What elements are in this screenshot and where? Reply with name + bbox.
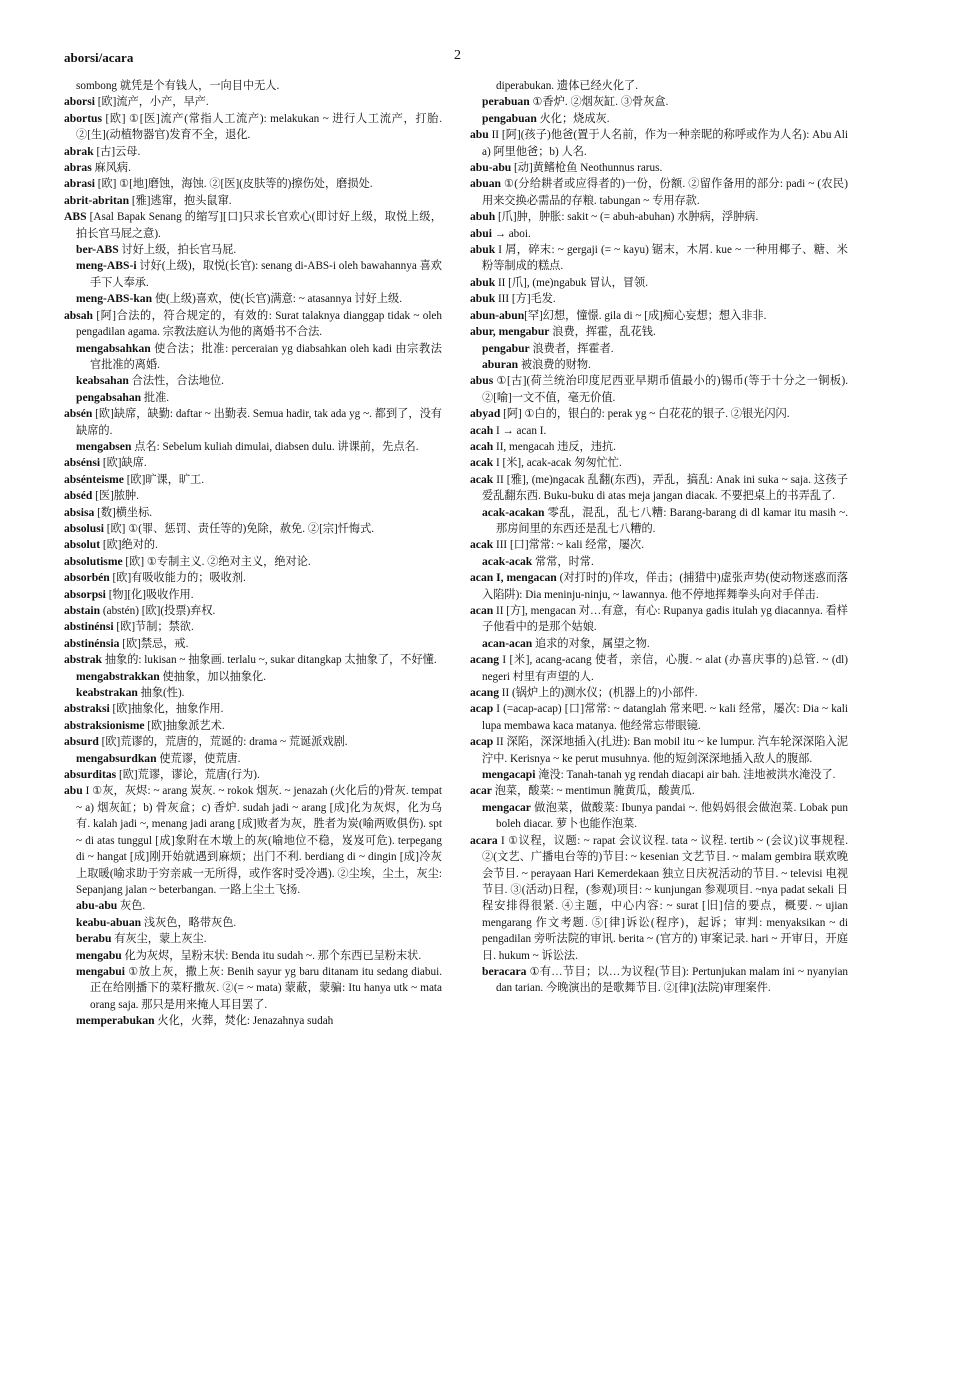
definition: 讨好上级，拍长官马屁. — [118, 244, 237, 257]
definition: III [方]毛发. — [495, 293, 556, 306]
dictionary-entry — [470, 423, 848, 439]
dictionary-entry — [470, 701, 848, 734]
definition: [欧]流产，小产，早产. — [94, 96, 209, 109]
definition: 批准. — [141, 391, 170, 404]
definition: 泡菜，酸菜: ~ mentimun 腌黄瓜，酸黄瓜. — [491, 785, 695, 798]
definition: [医]脓肿. — [92, 490, 139, 503]
dictionary-entry — [470, 734, 848, 767]
definition: [欧]荒谬的，荒唐的，荒诞的: drama ~ 荒诞派戏剧. — [98, 736, 348, 749]
definition: 常常，时常. — [532, 555, 594, 568]
dictionary-entry — [64, 701, 442, 717]
dictionary-entry — [64, 570, 442, 586]
dictionary-subentry — [470, 800, 848, 833]
headword: mengacar — [482, 800, 531, 814]
dictionary-entry — [64, 176, 442, 192]
dictionary-subentry — [64, 685, 442, 701]
dictionary-entry — [470, 570, 848, 603]
dictionary-subentry — [64, 258, 442, 291]
dictionary-entry — [64, 472, 442, 488]
headword: absurditas — [64, 768, 117, 782]
dictionary-entry — [64, 111, 442, 144]
dictionary-entry — [64, 521, 442, 537]
definition: [欧] ①[医]流产(常指人工流产): melakukan ~ 进行人工流产，打胎. ②[生](动植物器官)发育不全，退化. — [76, 112, 442, 142]
headword: abséd — [64, 489, 93, 503]
dictionary-subentry — [64, 373, 442, 389]
dictionary-subentry — [470, 964, 848, 997]
definition: [欧] ①[地]磨蚀，海蚀. ②[医](皮肤等的)擦伤处，磨损处. — [94, 178, 373, 191]
definition: diperabukan. 遗体已经火化了. — [496, 80, 638, 92]
dictionary-subentry — [470, 505, 848, 538]
headword: abyad — [470, 407, 501, 421]
dictionary-entry — [470, 472, 848, 505]
dictionary-entry — [64, 718, 442, 734]
dictionary-entry — [64, 209, 442, 242]
headword: abui — [470, 226, 492, 240]
dictionary-subentry — [470, 357, 848, 373]
dictionary-entry — [470, 226, 848, 242]
headword: abu-abu — [76, 899, 118, 913]
dictionary-entry — [64, 554, 442, 570]
headword: acak-acak — [482, 554, 533, 568]
dictionary-entry — [470, 209, 848, 225]
headword: mengabsahkan — [76, 341, 151, 355]
definition: II, mengacah 违反，违抗. — [493, 440, 616, 453]
running-head: aborsi/acara — [64, 50, 134, 65]
dictionary-subentry — [64, 439, 442, 455]
dictionary-subentry — [470, 636, 848, 652]
headword: berabu — [76, 932, 112, 946]
dictionary-entry — [64, 505, 442, 521]
definition: II [阿](孩子)他爸(置于人名前，作为一种亲昵的称呼或作为人名): Abu Ali a) 阿里他爸；b) 人名. — [482, 129, 848, 158]
dictionary-entry — [470, 833, 848, 964]
dictionary-entry — [470, 783, 848, 799]
headword: absorpsi — [64, 587, 106, 601]
definition: ①[古](荷兰统治印度尼西亚早期币值最小的)锡币(等于十分之一铜板). ②[喻]一文不值，毫无价值. — [482, 375, 848, 404]
dictionary-subentry — [64, 931, 442, 947]
dictionary-subentry — [64, 964, 442, 1013]
dictionary-entry — [470, 324, 848, 340]
definition: [欧] ①专制主义. ②绝对主义，绝对论. — [122, 555, 311, 568]
definition: II [方], mengacan 对…有意，有心: Rupanya gadis itulah yg diacannya. 看样子他看中的是那个姑娘. — [482, 605, 848, 634]
headword: acak — [470, 538, 494, 552]
dictionary-entry — [64, 193, 442, 209]
definition: 使(上级)喜欢，使(长官)满意: ~ atasannya 讨好上级. — [152, 293, 402, 306]
definition: [欧]荒谬，谬论，荒唐(行为). — [116, 769, 260, 782]
definition: I 屑，碎末: ~ gergaji (= ~ kayu) 锯末，木屑. kue ~ 一种用椰子、糖、米粉等制成的糕点. — [482, 244, 848, 273]
definition: 使抽象，加以抽象化. — [159, 670, 267, 683]
definition: [爪]肿，肿胀: sakit ~ (= abuh-abuhan) 水肿病，浮肿病. — [495, 211, 759, 224]
definition: II [爪], (me)ngabuk 冒认，冒领. — [495, 276, 649, 289]
definition: [雅]逃窜，抱头鼠窜. — [129, 194, 232, 207]
definition: II [雅], (me)ngacak 乱翻(东西)，弄乱，搞乱: Anak ini suka ~ saja. 这孩子爱乱翻东西. Buku-buku di atas meja jangan diacak. 不要把桌上的书弄乱了. — [482, 473, 848, 503]
dictionary-entry — [64, 619, 442, 635]
headword: keabu-abuan — [76, 915, 142, 929]
headword: acap — [470, 735, 494, 749]
left-column — [64, 78, 442, 1030]
definition: 使荒谬，使荒唐. — [156, 752, 241, 765]
dictionary-subentry — [470, 94, 848, 110]
definition: 麻风病. — [91, 162, 131, 175]
dictionary-entry — [470, 275, 848, 291]
definition: I (=acap-acap) [口]常常: ~ datanglah 常来吧. ~ kali 经常，屡次: Dia ~ kali lupa membawa kaca matanya. 他经常忘带眼镜. — [482, 703, 848, 732]
headword: abstrak — [64, 653, 103, 667]
definition: (对打时的)佯攻，佯击；(捕猎中)虚张声势(使动物迷惑而落入陷阱): Dia meninju-ninju, ~ lawannya. 他不停地挥舞拳头向对手佯击. — [482, 572, 848, 601]
page-number: 2 — [454, 48, 461, 63]
definition: 讨好(上级)，取悦(长官): senang di-ABS-i oleh bawahannya 喜欢手下人奉承. — [90, 260, 442, 289]
headword: abu — [470, 128, 489, 142]
definition: [动]黄鳍枪鱼 Neothunnus rarus. — [511, 162, 663, 175]
dictionary-entry — [64, 783, 442, 898]
dictionary-subentry — [470, 767, 848, 783]
headword: absénteisme — [64, 472, 124, 486]
dictionary-subentry — [64, 1013, 442, 1029]
definition: 灰色. — [117, 900, 146, 913]
dictionary-entry — [470, 603, 848, 636]
headword: acap — [470, 702, 494, 716]
headword: mengabsurdkan — [76, 751, 157, 765]
definition: 被浪费的财物. — [518, 358, 591, 371]
headword: perabuan — [482, 95, 530, 109]
definition: III [口]常常: ~ kali 经常，屡次. — [493, 539, 645, 552]
definition: [欧]旷课，旷工. — [123, 473, 205, 486]
headword: absurd — [64, 735, 99, 749]
headword: absolutisme — [64, 554, 123, 568]
headword: abstraksi — [64, 702, 110, 716]
definition: [欧] ①(罪、惩罚、责任等的)免除，赦免. ②[宗]忏悔式. — [103, 522, 375, 535]
headword: abstain — [64, 604, 101, 617]
headword: absah — [64, 308, 94, 322]
dictionary-entry — [470, 127, 848, 160]
definition: II (锅炉上的)测水仪；(机器上的)小部件. — [498, 687, 698, 700]
headword: abur, mengabur — [470, 325, 550, 339]
dictionary-subentry — [64, 242, 442, 258]
dictionary-entry — [64, 636, 442, 652]
definition: I ①灰，灰烬: ~ arang 炭灰. ~ rokok 烟灰. ~ jenazah (火化后的)骨灰. tempat ~ a) 烟灰缸；b) 骨灰盒；c) 香炉. sudah jadi ~ arang [成]化为灰烬，化为乌有. kalah jadi ~, menang jadi arang [成]败者为灰，胜者为炭(喻两败俱伤). spt ~ di atas tunggul [成]象附在木墩上的灰(喻地位不稳，岌岌可危). terpegang di ~ hangat [成]刚开始就遇到麻烦；出门不利. berdiang di ~ dingin [成]冷灰上取暖(喻求助于穷亲戚一无所得，或作客时受冷遇). ②尘埃，尘土，灰尘: Sepanjang jalan ~ beterbangan. 一路上尘土飞扬. — [76, 785, 442, 896]
dictionary-entry — [470, 308, 848, 324]
headword: beracara — [482, 964, 527, 978]
headword: abuan — [470, 177, 501, 191]
definition: [罕]幻想，憧憬. gila di ~ [成]痴心妄想；想入非非. — [524, 309, 767, 322]
headword: ABS — [64, 210, 87, 224]
headword: acak — [470, 456, 494, 470]
headword: acang — [470, 686, 499, 700]
headword: abstinénsi — [64, 620, 114, 634]
dictionary-entry — [64, 144, 442, 160]
dictionary-entry — [64, 767, 442, 783]
definition: sombong 就凭是个有钱人，一向目中无人. — [76, 80, 280, 92]
definition: 浪费者，挥霍者. — [529, 342, 614, 355]
dictionary-entry — [64, 78, 442, 94]
definition: 有灰尘，蒙上灰尘. — [111, 933, 207, 946]
headword: abuk — [470, 243, 496, 257]
headword: acah — [470, 439, 494, 453]
definition: ①(分给耕者或应得者的)一份，份额. ②留作备用的部分: padi ~ (农民)用来交换必需品的存粮. tabungan ~ 专用存款. — [482, 178, 848, 207]
definition: [欧]缺席. — [100, 457, 147, 470]
headword: meng-ABS-kan — [76, 292, 153, 306]
dictionary-entry — [470, 291, 848, 307]
headword: mengabu — [76, 948, 122, 962]
definition: [欧]抽象派艺术. — [144, 719, 225, 732]
dictionary-subentry — [64, 915, 442, 931]
dictionary-entry — [64, 94, 442, 110]
definition: 零乱，混乱，乱七八糟: Barang-barang di dl kamar itu masih ~. 那房间里的东西还是乱七八糟的. — [496, 506, 848, 535]
headword: acang — [470, 653, 499, 667]
definition: (abstén) [欧](投票)弃权. — [100, 605, 216, 617]
definition: ①香炉. ②烟灰缸. ③骨灰盒. — [529, 96, 669, 109]
definition: I ①议程，议题: ~ rapat 会议议程. tata ~ 议程. tertib ~ (会议)议事规程. ②(文艺、广播电台等的)节目: ~ kesenian 文艺节目. ~ malam gembira 联欢晚会节目. ~ perayaan Hari Kemerdekaan 独立日庆祝活动的节目. ~ televisi 电视节目. ③(活动)日程，(参观)项目: ~ kunjungan 参观项目. ~nya padat sekali 日程安排得很紧. ④主题，中心内容: ~ surat [旧]信的要点，概要. ~ ujian mengarang 作文考题. ⑤[律]诉讼(程序)，起诉；审判: menyaksikan ~ di pengadilan 旁听法院的审讯. berita ~ (官方的) 审案记录. hari ~ 开审日，开庭日. hukum ~ 诉讼法. — [482, 834, 848, 962]
headword: ber-ABS — [76, 243, 119, 257]
dictionary-subentry — [470, 341, 848, 357]
dictionary-entry — [64, 308, 442, 341]
definition: [物][化]吸收作用. — [105, 588, 194, 601]
dictionary-entry — [64, 488, 442, 504]
dictionary-entry — [64, 652, 442, 668]
dictionary-entry — [470, 652, 848, 685]
definition: II 深陷，深深地插入(扎进): Ban mobil itu ~ ke lumpur. 汽车轮深深陷入泥泞中. Kerisnya ~ ke perut musuhnya. 他的短剑深深地插入敌人的腹部. — [482, 736, 848, 765]
headword: abortus — [64, 111, 103, 125]
definition: 使合法；批准: perceraian yg diabsahkan oleh kadi 由宗教法官批准的离婚. — [90, 342, 442, 371]
headword: keabstrakan — [76, 686, 138, 700]
definition: 做泡菜，做酸菜: Ibunya pandai ~. 他妈妈很会做泡菜. Lobak pun boleh diacar. 萝卜也能作泡菜. — [496, 801, 848, 831]
right-column — [470, 78, 848, 997]
dictionary-subentry — [64, 948, 442, 964]
dictionary-subentry — [64, 898, 442, 914]
headword: mengacapi — [482, 768, 536, 782]
headword: abuk — [470, 292, 496, 306]
headword: acak — [470, 472, 494, 486]
definition: [欧]抽象化，抽象作用. — [109, 703, 224, 716]
headword: abstraksionisme — [64, 718, 145, 732]
definition: [数]横坐标. — [94, 506, 153, 519]
headword: abras — [64, 161, 92, 175]
headword: acan I, mengacan — [470, 571, 557, 585]
definition: 追求的对象，属望之物. — [532, 637, 650, 650]
headword: memperabukan — [76, 1014, 155, 1028]
definition: [Asal Bapak Senang 的缩写][口]只求长官欢心(即讨好上级，取悦上级，拍长官马屁之意). — [76, 211, 442, 240]
headword: aburan — [482, 357, 519, 371]
definition: [阿] ①白的，银白的: perak yg ~ 白花花的银子. ②银光闪闪. — [500, 408, 790, 421]
definition: [欧]有吸收能力的；吸收剂. — [109, 572, 246, 585]
headword: abrak — [64, 144, 94, 158]
headword: absolusi — [64, 521, 104, 535]
headword: abuh — [470, 210, 496, 224]
headword: acan — [470, 604, 494, 617]
dictionary-subentry — [64, 751, 442, 767]
definition: I → acan I. — [493, 424, 547, 437]
dictionary-entry — [64, 406, 442, 439]
dictionary-subentry — [470, 111, 848, 127]
definition: 浅灰色，略带灰色. — [141, 916, 237, 929]
dictionary-subentry — [64, 390, 442, 406]
headword: acara — [470, 833, 498, 847]
dictionary-entry — [470, 537, 848, 553]
headword: keabsahan — [76, 374, 129, 388]
headword: absén — [64, 407, 93, 421]
headword: abuk — [470, 275, 496, 289]
definition: 火化，火葬，焚化: Jenazahnya sudah — [154, 1015, 334, 1028]
headword: aborsi — [64, 95, 95, 109]
dictionary-entry — [470, 685, 848, 701]
headword: mengabsen — [76, 439, 132, 453]
headword: acak-acakan — [482, 505, 545, 519]
definition: [阿]合法的，符合规定的，有效的: Surat talaknya dianggap tidak ~ oleh pengadilan agama. 宗教法庭认为他的离婚书不合法. — [76, 309, 442, 339]
definition: 合法性，合法地位. — [128, 375, 224, 388]
dictionary-entry — [470, 373, 848, 406]
headword: absisa — [64, 505, 95, 519]
definition: ①有…节目；以…为议程(节目): Pertunjukan malam ini ~ nyanyian dan tarian. 今晚演出的是歌舞节目. ②[律](法院)审理案件. — [496, 965, 848, 995]
definition: 抽象的: lukisan ~ 抽象画. terlalu ~, sukar ditangkap 太抽象了，不好懂. — [102, 654, 437, 667]
dictionary-entry — [470, 160, 848, 176]
dictionary-entry — [470, 406, 848, 422]
dictionary-entry — [64, 603, 442, 619]
headword: acar — [470, 784, 492, 798]
dictionary-entry — [470, 242, 848, 275]
headword: mengabui — [76, 964, 125, 978]
definition: [欧]绝对的. — [100, 539, 158, 552]
dictionary-subentry — [64, 291, 442, 307]
definition: [欧]节制；禁欲. — [113, 621, 194, 634]
headword: acah — [470, 423, 494, 437]
dictionary-entry — [470, 176, 848, 209]
headword: meng-ABS-i — [76, 259, 137, 273]
headword: absénsi — [64, 456, 101, 470]
definition: 点名: Sebelum kuliah dimulai, diabsen dulu. 讲课前，先点名. — [131, 440, 419, 453]
headword: pengabur — [482, 341, 530, 355]
definition: 化为灰烬，呈粉末状: Benda itu sudah ~. 那个东西已呈粉末状. — [121, 949, 422, 962]
dictionary-entry — [470, 439, 848, 455]
headword: abu-abu — [470, 161, 512, 175]
headword: pengabuan — [482, 111, 537, 125]
headword: abun-abun — [470, 308, 525, 322]
headword: pengabsahan — [76, 390, 142, 404]
definition: I [米], acang-acang 使者，亲信，心腹. ~ alat (办喜庆事的)总管. ~ (dl) negeri 村里有声望的人. — [482, 654, 848, 683]
definition: [欧]禁忌，戒. — [119, 637, 189, 650]
definition: ①放上灰，撒上灰: Benih sayur yg baru ditanam itu sedang diabui. 正在给刚播下的菜籽撒灰. ②(= ~ mata) 蒙蔽，蒙骗: Itu hanya utk ~ mata orang saja. 那只是用来掩人耳目罢了. — [90, 965, 442, 1011]
dictionary-subentry — [64, 669, 442, 685]
definition: 火化；烧成灰. — [536, 112, 610, 125]
definition: → aboi. — [491, 227, 531, 240]
dictionary-entry — [470, 455, 848, 471]
definition: [古]云母. — [93, 145, 141, 158]
headword: absorbén — [64, 571, 110, 585]
dictionary-subentry — [64, 341, 442, 374]
headword: abu — [64, 784, 83, 798]
definition: 浪费，挥霍，乱花钱. — [549, 326, 656, 339]
dictionary-entry — [64, 587, 442, 603]
dictionary-entry — [64, 537, 442, 553]
headword: acan-acan — [482, 636, 533, 650]
dictionary-entry — [64, 455, 442, 471]
definition: 抽象(性). — [137, 687, 185, 700]
headword: abus — [470, 374, 494, 388]
dictionary-entry — [470, 78, 848, 94]
definition: [欧]缺席，缺勤: daftar ~ 出勤表. Semua hadir, tak ada yg ~. 都到了，没有缺席的. — [76, 408, 442, 437]
headword: abrasi — [64, 177, 95, 191]
definition: 淹没: Tanah-tanah yg rendah diacapi air bah. 洼地被洪水淹没了. — [535, 769, 836, 782]
definition: I [米], acak-acak 匆匆忙忙. — [493, 457, 622, 470]
headword: abstinénsia — [64, 636, 120, 650]
headword: mengabstrakkan — [76, 669, 160, 683]
dictionary-subentry — [470, 554, 848, 570]
headword: absolut — [64, 538, 101, 552]
dictionary-entry — [64, 160, 442, 176]
dictionary-entry — [64, 734, 442, 750]
headword: abrit-abritan — [64, 193, 130, 207]
